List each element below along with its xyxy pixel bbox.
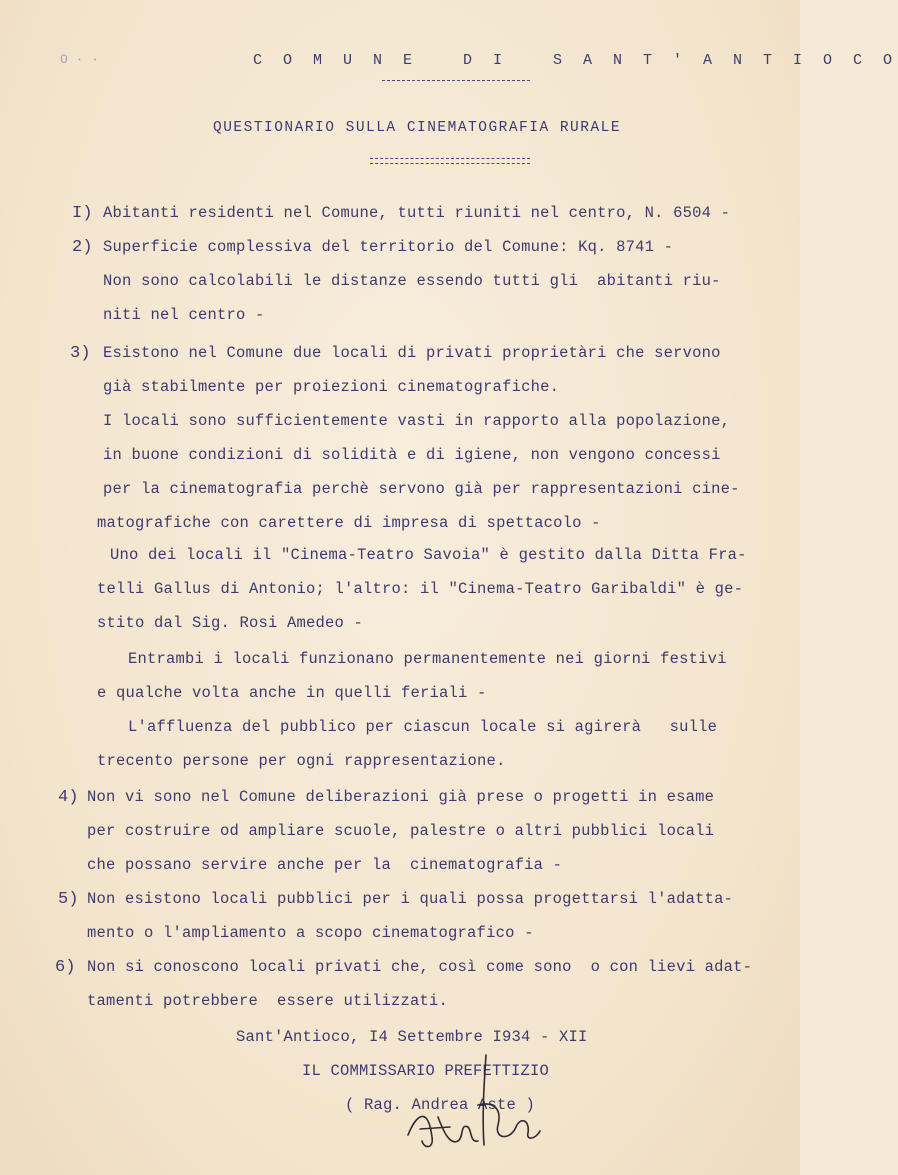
item-number-1: I): [72, 204, 93, 223]
item-3-line-5: per la cinematografia perchè servono già per rappresentazioni cine-: [103, 480, 740, 498]
item-3-line-1: Esistono nel Comune due locali di privati proprietàri che servono: [103, 344, 721, 362]
item-4-line-2: per costruire od ampliare scuole, palestre o altri pubblici locali: [87, 822, 715, 840]
handwritten-signature: [398, 1045, 548, 1165]
signatory-name: ( Rag. Andrea Aste ): [345, 1096, 536, 1114]
item-number-6: 6): [55, 958, 76, 977]
item-2-line-1: Superficie complessiva del territorio del Comune: Kq. 8741 -: [103, 238, 674, 256]
item-number-4: 4): [58, 788, 79, 807]
item-3-line-12: L'affluenza del pubblico per ciascun locale si agirerà sulle: [128, 718, 718, 736]
document-subtitle: QUESTIONARIO SULLA CINEMATOGRAFIA RURALE: [213, 120, 622, 136]
item-3-line-9: stito dal Sig. Rosi Amedeo -: [97, 614, 364, 632]
item-5-line-2: mento o l'ampliamento a scopo cinematografico -: [87, 924, 534, 942]
item-3-line-6: matografiche con carettere di impresa di spettacolo -: [97, 514, 601, 532]
item-6-line-2: tamenti potrebbere essere utilizzati.: [87, 992, 449, 1010]
place-and-date: Sant'Antioco, I4 Settembre I934 - XII: [236, 1028, 588, 1046]
item-3-line-11: e qualche volta anche in quelli feriali -: [97, 684, 487, 702]
item-2-line-3: niti nel centro -: [103, 306, 265, 324]
corner-mark: O · ·: [60, 52, 100, 67]
item-3-line-4: in buone condizioni di solidità e di igiene, non vengono concessi: [103, 446, 721, 464]
item-3-line-13: trecento persone per ogni rappresentazione.: [97, 752, 506, 770]
item-3-line-3: I locali sono sufficientemente vasti in rapporto alla popolazione,: [103, 412, 731, 430]
header-underline: [382, 80, 530, 81]
item-3-line-8: telli Gallus di Antonio; l'altro: il "Cinema-Teatro Garibaldi" è ge-: [97, 580, 744, 598]
item-4-line-3: che possano servire anche per la cinematografia -: [87, 856, 563, 874]
item-1-line-1: Abitanti residenti nel Comune, tutti riuniti nel centro, N. 6504 -: [103, 204, 731, 222]
item-2-line-2: Non sono calcolabili le distanze essendo tutti gli abitanti riu-: [103, 272, 721, 290]
item-3-line-2: già stabilmente per proiezioni cinematografiche.: [103, 378, 560, 396]
document-header: C O M U N E D I S A N T ' A N T I O C O: [253, 52, 898, 69]
item-4-line-1: Non vi sono nel Comune deliberazioni già prese o progetti in esame: [87, 788, 715, 806]
item-number-3: 3): [70, 344, 91, 363]
item-3-line-10: Entrambi i locali funzionano permanentemente nei giorni festivi: [128, 650, 727, 668]
item-number-5: 5): [58, 890, 79, 909]
signatory-role: IL COMMISSARIO PREFETTIZIO: [302, 1062, 550, 1080]
item-3-line-7: Uno dei locali il "Cinema-Teatro Savoia" è gestito dalla Ditta Fra-: [110, 546, 747, 564]
subtitle-double-underline: [370, 158, 530, 164]
item-6-line-1: Non si conoscono locali privati che, così come sono o con lievi adat-: [87, 958, 753, 976]
item-number-2: 2): [72, 238, 93, 257]
item-5-line-1: Non esistono locali pubblici per i quali possa progettarsi l'adatta-: [87, 890, 734, 908]
